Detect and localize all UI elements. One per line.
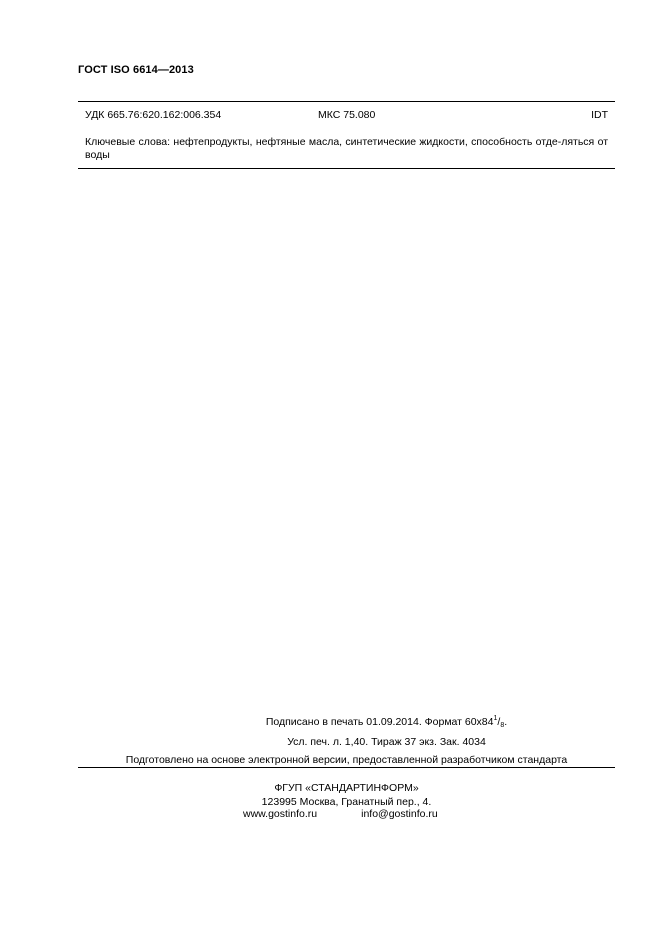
publisher-name: ФГУП «СТАНДАРТИНФОРМ» <box>274 782 419 794</box>
email-link[interactable]: info@gostinfo.ru <box>361 808 438 820</box>
equivalence-degree: IDT <box>591 109 608 121</box>
prepared-by-line: Подготовлено на основе электронной версии, предоставленной разработчиком стандарта <box>125 754 568 766</box>
udc-code: УДК 665.76:620.162:006.354 <box>85 109 222 121</box>
document-designation: ГОСТ ISO 6614—2013 <box>78 64 194 76</box>
keywords-divider <box>78 168 615 169</box>
imprint-divider <box>78 767 615 768</box>
format-slash: / <box>497 716 501 728</box>
website-link[interactable]: www.gostinfo.ru <box>243 808 318 820</box>
top-divider <box>78 101 615 102</box>
format-denominator: 8 <box>500 722 505 729</box>
signed-text: Подписано в печать 01.09.2014. Формат 60x84 <box>265 716 494 728</box>
publisher-contacts <box>243 808 438 820</box>
mks-code: МКС 75.080 <box>318 109 376 121</box>
signed-suffix: . <box>504 716 508 728</box>
keywords-paragraph: Ключевые слова: нефтепродукты, нефтяные масла, синтетические жидкости, способность отде-ляться от воды <box>85 136 608 161</box>
format-numerator: 1 <box>493 715 498 722</box>
publisher-address: 123995 Москва, Гранатный пер., 4. <box>261 796 432 808</box>
print-specs-line: Усл. печ. л. 1,40. Тираж 37 экз. Зак. 4034 <box>287 736 486 748</box>
classification-codes-row <box>85 109 608 123</box>
signed-for-print-line <box>118 715 655 729</box>
